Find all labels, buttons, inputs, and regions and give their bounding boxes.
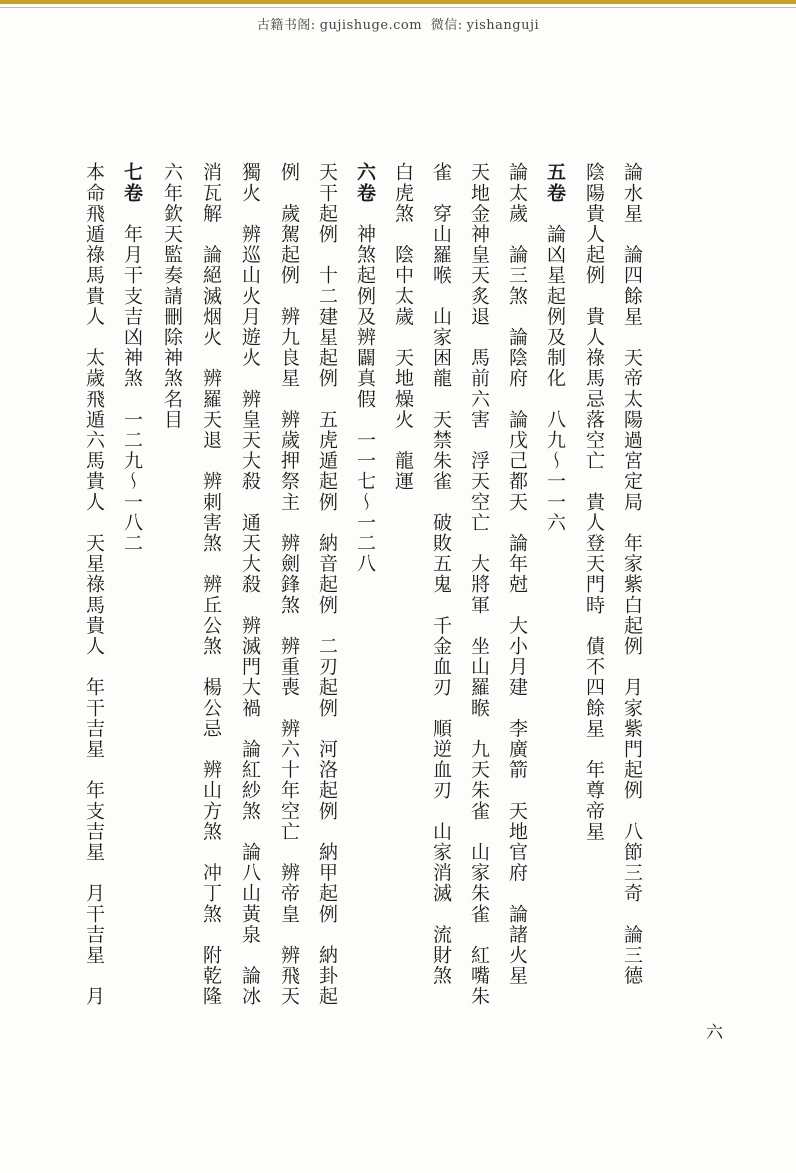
watermark-site: gujishuge.com <box>319 18 423 33</box>
column-heading: 六卷 <box>354 162 376 204</box>
column-heading: 七卷 <box>121 162 143 204</box>
column-text: 年月干支吉凶神煞 一二九～一八二 <box>121 203 143 554</box>
text-column <box>431 162 450 986</box>
column-text: 神煞起例及辨闢真假 一一七～一二八 <box>354 203 376 575</box>
column-text: 論凶星起例及制化 八九～一一六 <box>544 203 566 533</box>
text-column <box>584 162 603 842</box>
top-border-thin <box>0 7 796 8</box>
watermark-wechat: yishanguji <box>466 18 540 33</box>
column-text: 論太歲 論三煞 論陰府 論戊己都天 論年尅 大小月建 李廣箭 天地官府 論諸火星 <box>506 162 528 986</box>
column-text: 白虎煞 陰中太歲 天地燥火 龍運 <box>392 162 414 492</box>
column-text: 天地金神皇天炙退 馬前六害 浮天空亡 大將軍 坐山羅睺 九天朱雀 山家朱雀 紅嘴朱 <box>468 162 490 1007</box>
column-heading: 五卷 <box>544 162 566 204</box>
watermark-site-label: 古籍书阁: <box>256 18 316 33</box>
text-column <box>545 162 564 533</box>
text-column <box>622 162 641 986</box>
top-border <box>0 0 796 4</box>
column-text: 本命飛遁祿馬貴人 太歲飛遁六馬貴人 天星祿馬貴人 年干吉星 年支吉星 月干吉星 月 <box>83 162 105 1007</box>
column-text: 雀 穿山羅喉 山家困龍 天禁朱雀 破敗五鬼 千金血刃 順逆血刃 山家消滅 流財煞 <box>430 162 452 986</box>
column-text: 天干起例 十二建星起例 五虎遁起例 納音起例 二刃起例 河洛起例 納甲起例 納卦起 <box>316 162 338 1007</box>
text-column <box>240 162 259 1007</box>
text-column <box>355 162 374 574</box>
watermark <box>0 14 796 33</box>
text-column <box>122 162 141 553</box>
text-column <box>84 162 103 1007</box>
column-text: 陰陽貴人起例 貴人祿馬忌落空亡 貴人登天門時 債不四餘星 年尊帝星 <box>583 162 605 842</box>
column-text: 消瓦解 論絕滅烟火 辨羅天退 辨刺害煞 辨丘公煞 楊公忌 辨山方煞 冲丁煞 附乾隆 <box>200 162 222 1007</box>
column-text: 例 歲駕起例 辨九良星 辨歲押祭主 辨劍鋒煞 辨重喪 辨六十年空亡 辨帝皇 辨飛天 <box>278 162 300 1007</box>
text-column <box>507 162 526 986</box>
column-text: 獨火 辨巡山火月遊火 辨皇天大殺 通天大殺 辨滅門大禍 論紅紗煞 論八山黃泉 論冰 <box>239 162 261 1007</box>
text-column <box>201 162 220 1007</box>
column-text: 六年欽天監奏請刪除神煞名目 <box>161 162 183 430</box>
text-column <box>162 162 181 430</box>
text-column <box>469 162 488 1007</box>
column-text: 論水星 論四餘星 天帝太陽過宮定局 年家紫白起例 月家紫門起例 八節三奇 論三德 <box>621 162 643 986</box>
text-column <box>279 162 298 1007</box>
page-number: 六 <box>706 1023 723 1043</box>
watermark-wechat-label: 微信: <box>430 18 463 33</box>
text-column <box>317 162 336 1007</box>
text-column <box>393 162 412 492</box>
